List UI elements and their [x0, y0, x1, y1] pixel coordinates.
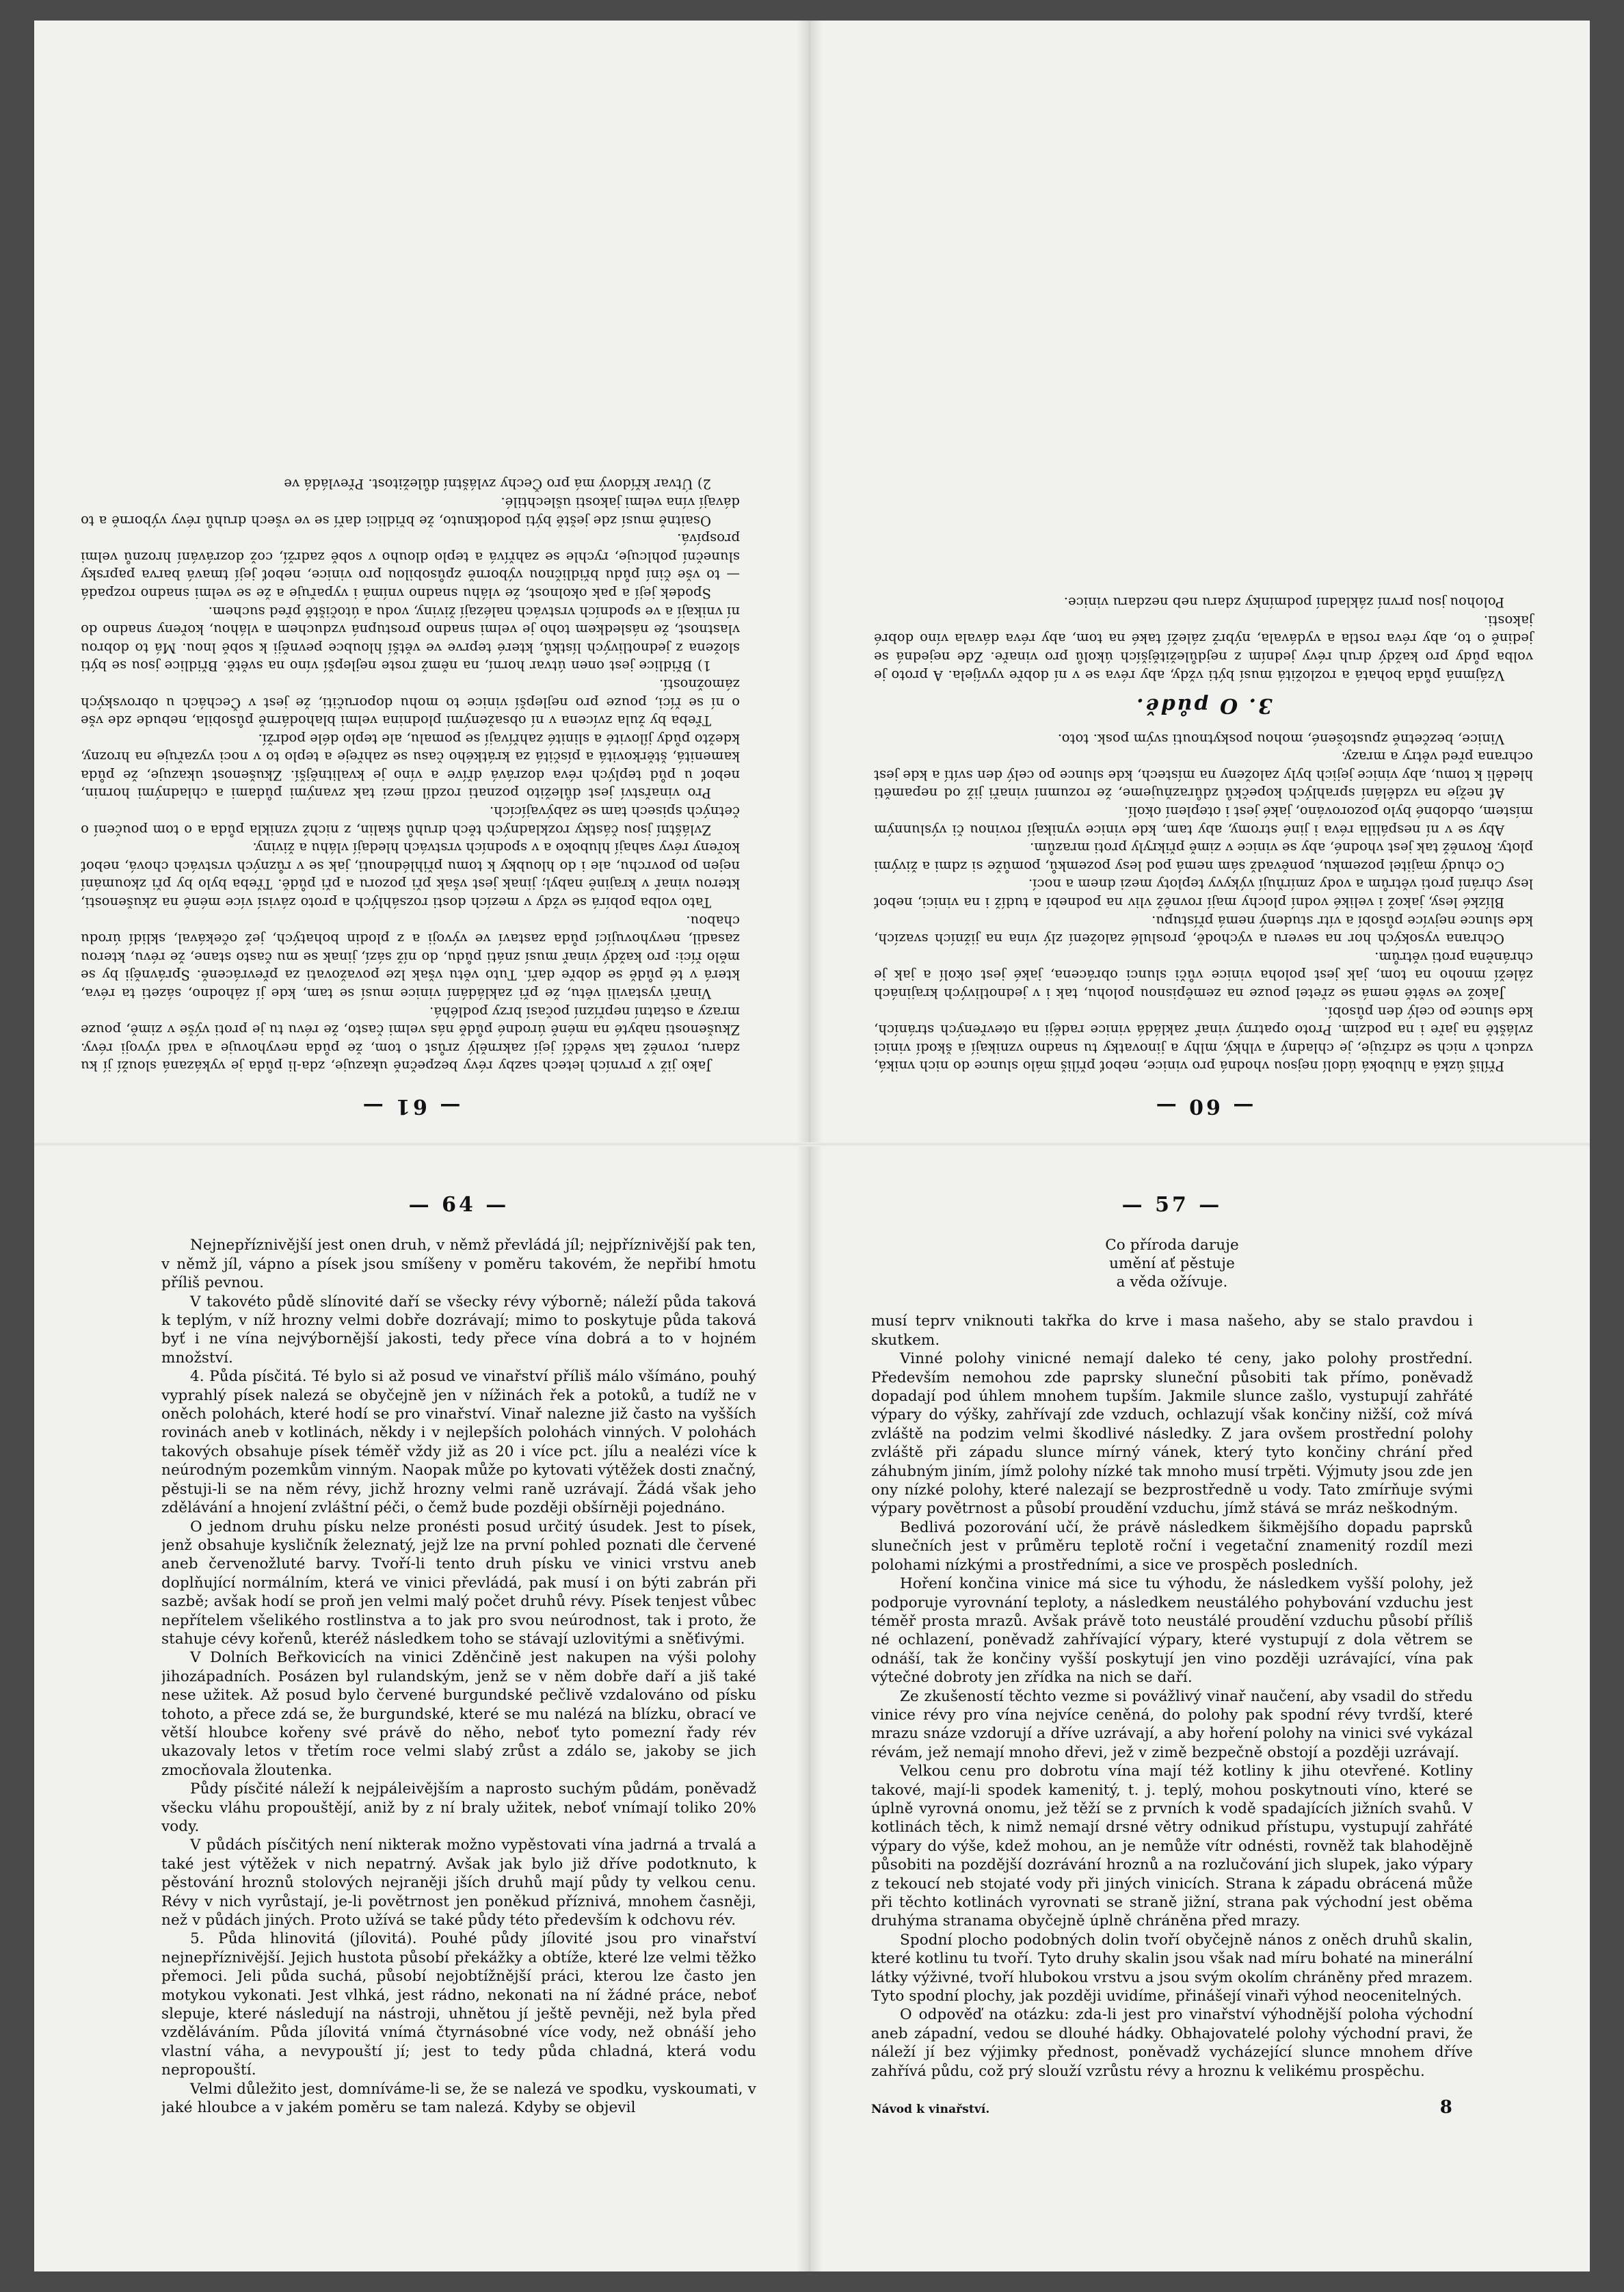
- paragraph: O odpověď na otázku: zda-li jest pro vinařství výhodnější poloha východní aneb západní, vedou se dlouhé hádky. Obhajovatelé polohy východní pravi, že náleží jí bez výjimky přednost, poněvadž vycházející slunce mnohem dříve zahřívá půdu, což prý slouží vzrůstu révy a hroznu k velikému prospěchu.: [871, 2006, 1473, 2080]
- paragraph: 1) Břidlice jest onen útvar horní, na němž roste nejlepší víno na světě. Břidlice jsou se býti složena z jednotlivých lístků, které teprve ve větší hloubce pevněji k sobě lnou. Má to dobrou vlastnost, že následkem toho je velmi snadno prostupná vzduchem a vláhou, kořeny snadno do ní vnikají a ve spodních vrstvách nalézají živiny, vodu a útočiště před suchem.: [81, 603, 740, 674]
- paragraph: Příliš úzká a hluboká údolí nejsou vhodná pro vinice, neboť příliš málo slunce do nich vniká, vzduch v nich se zdržuje, je chladný a vlhký, mlhy a jinovatky tu snadno vznikají a škodí vinici zvláště na jaře i na podzim. Proto opatrný vinař zakládá vinice raději na otevřených stráních, kde slunce po celý den působí.: [874, 1003, 1533, 1075]
- motto-line: umění ať pěstuje: [1109, 1255, 1235, 1273]
- paragraph: Pro vinařství jest důležito poznati rozdíl mezi tak zvanými půdami a chladnými hornin, neboť u půd teplých réva dozrává dříve a víno je kvalitnější. Zkušenost ukazuje, že půda kamenitá, štěrkovitá a písčitá za krátkého času se zahřeje a teplo to v noci vyzařuje na hrozny, kdežto půdy jílovité a slinité zahřívají se pomalu, ale teplo déle podrží.: [81, 730, 740, 802]
- scanned-sheet: [34, 21, 1590, 2271]
- paragraph: Nejnepříznivější jest onen druh, v němž převládá jíl; nejpříznivější pak ten, v němž jíl, vápno a písek jsou smíšeny v poměru takovém, že nepřibí hmotu příliš pevnou.: [161, 1237, 756, 1292]
- paragraph: Vzájmná půda bohatá a rozložitá musí býti vždy, aby réva se v ní dobře vyvíjela. A proto je volba půdy pro každý druh révy jedním z nejdůležitějších úkolů pro vinaře. Zde nejedná se jedině o to, aby réva rostla a vydávala, nýbrž záleží také na tom, aby réva dávala víno dobré jakosti.: [874, 612, 1533, 683]
- paragraph: Půdy písčité náleží k nejpáleivějším a naprosto suchým půdám, poněvadž všecku vláhu propouštějí, aniž by z ní braly užitek, neboť vnímají toliko 20% vody.: [161, 1780, 756, 1835]
- paragraph: Hoření končina vinice má sice tu výhodu, že následkem vyšší polohy, jež podporuje vyrovnání teploty, a následkem neustálého pohybování vzduchu jest téměř prosta mrazů. Avšak právě toto neustálé proudění vzduchu působí příliš né ochlazení, poněvadž zahřívající výpary, které vystupují z dola větrem se odnáší, tak že končiny vyšší poskytují jen vino později uzrávající, vína pak výtečné dobroty jen zřídka na nich se daří.: [871, 1575, 1473, 1687]
- book-title-footer: Návod k vinařství.: [871, 2103, 990, 2117]
- paragraph: V takovéto půdě slínovité daří se všecky révy výborně; náleží půda taková k teplým, v níž hrozny velmi dobře dozrávají; mimo to poskytuje půda taková byť i ne vína nejvýbornější jakosti, tedy přece vína dobrá a to v hojném množství.: [161, 1293, 756, 1367]
- page-57: [871, 1196, 1473, 2249]
- paragraph: Ze zkušeností těchto vezme si povážlivý vinař naučení, aby vsadil do středu vinice révy pro vína nejvíce ceněná, do polohy pak spodní révy tvrdší, které mrazu snáze vzdorují a dříve uzrávají, a aby hoření polohy na vinici své vykázal révám, jež nemají mnoho dřevi, jež v zimě bezpečně obstojí a později uzrávají.: [871, 1687, 1473, 1761]
- page-57-column: [871, 1196, 1473, 2119]
- paragraph: Co chudý majitel pozemku, poněvadž sám nemá pod lesy pozemků, pomůže si zdmi a živými ploty. Rovněž tak jest vhodné, aby se vinice v zimě přikryly proti mrazům.: [874, 840, 1533, 874]
- paragraph: Vinice, bezčetně zpustošené, mohou poskytnouti svým posk. toto.: [1057, 730, 1504, 747]
- paragraph: Spodek její a pak okolnost, že vláhu snadno vnímá i vypařuje a že se velmi snadno rozpadá — to vše činí půdu břidličnou výborně způsobilou pro vinice, neboť její tmavá barva paprsky sluneční pohlcuje, rychle se zahřívá a teplo dlouho v sobě zadrží, což dozrávání hroznů velmi prospívá.: [81, 531, 740, 601]
- page-number: — 61 —: [360, 1094, 461, 1118]
- paragraph: Spodní plocho podobných dolin tvoří obyčejně nános z oněch druhů skalin, které kotlinu tu tvoří. Tyto druhy skalin jsou však nad míru bohaté na minerální látky výživné, tvoří hlubokou vrstvu a jsou svým okolím chráněny před mrazem. Tyto spodní plochy, jak později uvidíme, přinášejí vinaři výhod neocenitelných.: [871, 1931, 1473, 2005]
- paragraph: Polohou jsou první základní podmínky zdaru neb nezdaru vinice.: [1063, 594, 1504, 611]
- paragraph: musí teprv vniknouti takřka do krve i masa našeho, aby se stalo pravdou i skutkem.: [871, 1313, 1473, 1349]
- paragraph: Ať nežje na vzdělání sprahlých kopečků zdůrazňujeme, že rozumní vinaři již od nepaměti hleděli k tomu, aby vinice jejich byly založeny na místech, kde slunce po celý den svítí a kde jest ochrana před větry a mrazy.: [874, 749, 1533, 802]
- motto-line: a věda ožívuje.: [1116, 1274, 1228, 1291]
- page-61-column: [62, 475, 759, 1129]
- paragraph: Ochrana vysokých hor na severu a východě, proslulé založení zlý vína na jižních svazích, kde slunce nejvíce působí a vítr studený nemá přístupu.: [874, 912, 1533, 947]
- paragraph: V Dolních Beřkovicích na vinici Zděnčině jest nakupen na výši polohy jihozápadních. Posázen byl rulandským, jenž se v něm dobře daří a jiš také nese užitek. Až posud bylo červené burgundské pečlivě vzdalováno od písku tohoto, a přece zdá se, že burgundské, které se mu nalézá na blízku, obrací ve větší hloubce kořeny své právě do něho, neboť tyto pomezní řady rév ukazovaly letos v třetím roce velmi slabý zrůst a zdálo se, jakoby se jich zmocňovala žloutenka.: [161, 1649, 756, 1779]
- page-60-upside-down: [855, 48, 1552, 1129]
- signature-number: 8: [1439, 2097, 1452, 2118]
- paragraph: O jednom druhu písku nelze pronésti posud určitý úsudek. Jest to písek, jenž obsahuje kysličník železnatý, jejž lze na první pohled poznati dle červené aneb červenožluté barvy. Tvoří-li tento druh písku ve vinici vrstvu aneb doplňující normálním, která ve vinici převládá, pak musí i on býti zabrán při sazbě; avšak hodí se proň jen velmi malý počet druhů révy. Písek tenjest vůbec nepřítelem všelikého rostlinstva a to jak pro svou neúrodnost, tak i proto, že stahuje cévy kořenů, kteréž následkem toho se stávají uzlovitými a sněťivými.: [161, 1518, 756, 1648]
- paragraph: Vinaři vystavili větu, že při zakládání vinice musí se tam, kde jí záhodno, sázeti ta réva, která v té půdě se dobře daří. Tuto větu však lze považovati za převráceně. Správněji by se mělo říci: pro každý vinař musí znáti půdu, do níž sází, jinak se mu často stane, že révu, kterou zasadil, nevyhovující půda zastaví ve vývoji a z plodin bohatých, jež očekával, sklidí úrodu chabou.: [81, 912, 740, 1002]
- paragraph: 2) Útvar křídový má pro Čechy zvláštní důležitost. Převládá ve: [284, 476, 711, 492]
- paragraph: Vinné polohy vinicné nemají daleko té ceny, jako polohy prostřední. Především nemohou zde paprsky sluneční působiti tak přímo, poněvadž dopadají pod úhlem mnohem tupším. Jakmile slunce zašlo, vystupují zahřáté výpary do výšky, zahřívají zde vzduch, ochlazují však končiny nižší, což mívá zvláště na podzim velmi škodlivé následky. Z jara ovšem prostřední polohy zvláště při západu slunce mírný vánek, který tyto končiny chrání před záhubným jiním, jímž polohy nízké tak mnoho musí trpěti. Výjmuty jsou zde jen ony nízké polohy, které nalezají se bezprostředně u vody. Tato zmírňuje svými výpary povětrnost a působí proudění vzduchu, jímž stává se mráz neškodným.: [871, 1350, 1473, 1518]
- motto: [871, 1236, 1473, 1291]
- paragraph: Zvláštní jsou částky rozkladných těch druhů skalin, z nichž vznikla půda a o tom poučení o četných spisech tam se zabývajících.: [81, 804, 740, 838]
- paragraph: Osaitně musí zde ještě býti podotknuto, že břidlici daří se ve všech druhů révy výborně a to dávají vína velmi jakosti ušlechtilé.: [81, 495, 740, 529]
- section-heading: 3. O půdě.: [1134, 694, 1273, 718]
- paragraph: Tato volba pobírá se vždy v mezích dosti rozsáhlých a proto závisí více méně na zkušenosti, kterou vinař v krajině nabyl; jinak jest však při pozoru a při půdě. Třeba bylo by při zkoumání nejen po povrchu, ale i do hloubky k tomu přihlédnouti, jak se v různých vrstvách chová, neboť kořeny révy sahají hluboko a v spodních vrstvách hledají vláhu a živiny.: [81, 840, 740, 911]
- horizontal-fold: [34, 1142, 1590, 1146]
- page-number: — 57 —: [1121, 1196, 1223, 1217]
- page-number: — 64 —: [408, 1196, 509, 1217]
- paragraph: 4. Půda písčitá. Té bylo si až posud ve vinařství příliš málo všímáno, pouhý vyprahlý písek nalezá se obyčejně jen v nížinách řek a potoků, a tudíž ne v oněch polohách, které hodí se pro vinařství. Vinař nalezne již často na vyšších rovinách aneb v kotlinách, někdy i v nejlepších polohách vinných. V polohách takových obsahuje písek téměř vždy již as 20 i více pct. jílu a nealézi více k neúrodným pozemkům vinným. Naopak může po kytovati výtěžek dosti značný, pěstuji-li se na něm révy, jichž hrozny velmi raně uzrávají. Žádá však jeho zdělávání a hnojení zvláštní péči, o čemž bude později obšírněji pojednáno.: [161, 1368, 756, 1517]
- page-64: [161, 1196, 756, 2249]
- paragraph: Velkou cenu pro dobrotu vína mají též kotliny k jihu otevřené. Kotliny takové, mají-li spodek kamenitý, t. j. teplý, mohou poskytnouti víno, které se úplně vyrovná onomu, jež těží se z prvních k vodě spadajících jižních svahů. V kotlinách těch, k nimž nemají drsné větry odnikud přístupu, vystupují zahřáté výpary do výše, kdež mohou, an je nemůže vítr odnésti, rovněž tak blahodějně působiti na pozdější dozrávání hroznů a na rozlučování jich slupek, jako výpary z tekoucí neb stojaté vody při jiných vinicích. Strana k západu obrácená může při těchto kotlinách vyrovnati se straně jižní, strana pak východní jest oběma druhýma stranama obyčejně úplně chráněna před mrazy.: [871, 1763, 1473, 1930]
- paragraph: Aby se v ní nespálila réva i jiné stromy, aby tam, kde vinice vynikají rovinou či výslunným místem, obdobné bylo pozorováno, jaké jest i oteplení okolí.: [874, 804, 1533, 838]
- paragraph: Velmi důležito jest, domníváme-li se, že se nalezá ve spodku, vyskoumati, v jaké hloubce a v jakém poměru se tam nalezá. Kdyby se objevil: [161, 2080, 756, 2117]
- paragraph: V půdách písčitých není nikterak možno vypěstovati vína jadrná a trvalá a také jest výtěžek v nich nepatrný. Avšak jak bylo již dříve podotknuto, k pěstování hroznů stolových nejraněji jších druhů mají půdy ty velkou cenu. Révy v nich vyrůstají, je-li povětrnost jen poněkud příznivá, mnohem časněji, než v půdách jiných. Proto užívá se také půdy této především k odchovu rév.: [161, 1836, 756, 1929]
- paragraph: Blízké lesy, jakož i veliké vodní plochy mají rovněž vliv na podnebí a tudíž i na vinici, neboť lesy chrání proti větrům a vody zmírňují výkyvy teploty mezi dnem a nocí.: [874, 876, 1533, 911]
- paragraph: Bedlivá pozorování učí, že právě následkem šikmějšího dopadu paprsků slunečních jest v průměru teplotě roční i vegetační znamenitý rozdíl mezi polohami nízkými a prostředními, a sice ve prospěch posledních.: [871, 1518, 1473, 1574]
- paragraph: Třeba by žula zvícena v ní obsaženými plodnina velmi blahodárně působila, nebude zde vše o ní se říci, pouze pro nejlepší vinice to mohu doporučiti, že jest v Čechách u obrovských zámožností.: [81, 676, 740, 729]
- paragraph: Jakož ve světě nemá se zřetel pouze na zeměpisnou polohu, tak i v jednotlivých krajinách záleží mnoho na tom, jak jest poloha vinice vůči slunci obrácena, jaké jest okolí a jak je chráněna proti větrům.: [874, 949, 1533, 1002]
- page-60-column: [855, 593, 1552, 1129]
- page-61-upside-down: [62, 48, 759, 1129]
- page-64-column: [161, 1196, 756, 2118]
- paragraph: 5. Půda hlinovitá (jílovitá). Pouhé půdy jílovité jsou pro vinařství nejnepříznivější. Jejich hustota působí překážky a obtíže, které lze velmi těžko přemoci. Jeli půda suchá, působí nejobtížnější práci, kterou lze často jen motykou vykonati. Jest vlhká, jest rádno, nekonati na ní žádné práce, neboť slepuje, které následují na nástroji, uhnětou jí ještě pevněji, než byla před vzděláváním. Půda jílovitá vnímá čtyrnásobné více vody, než obnáší jeho vlastní váha, a nevypouští jí; jest to tedy půda chladná, která vodu nepropouští.: [161, 1930, 756, 2079]
- paragraph: Jako již v prvních letech sazby révy bezpečně ukazuje, zda-li půda je vykázaná slouží jí ku zdaru, rovněž tak svědčí její zakrnělý zrůst o tom, že půda nevyhovuje a vadí vývoji révy. Zkušenosti nabyté na méně úrodné půdě nás velmi často, že révu tu je proti výše v zimě, pouze mrazy a ostatní nepřízní počasí brzy podléhá.: [81, 1003, 740, 1075]
- page-number: — 60 —: [1153, 1094, 1254, 1118]
- page-footer: [871, 2098, 1473, 2119]
- motto-line: Co příroda daruje: [1105, 1237, 1239, 1254]
